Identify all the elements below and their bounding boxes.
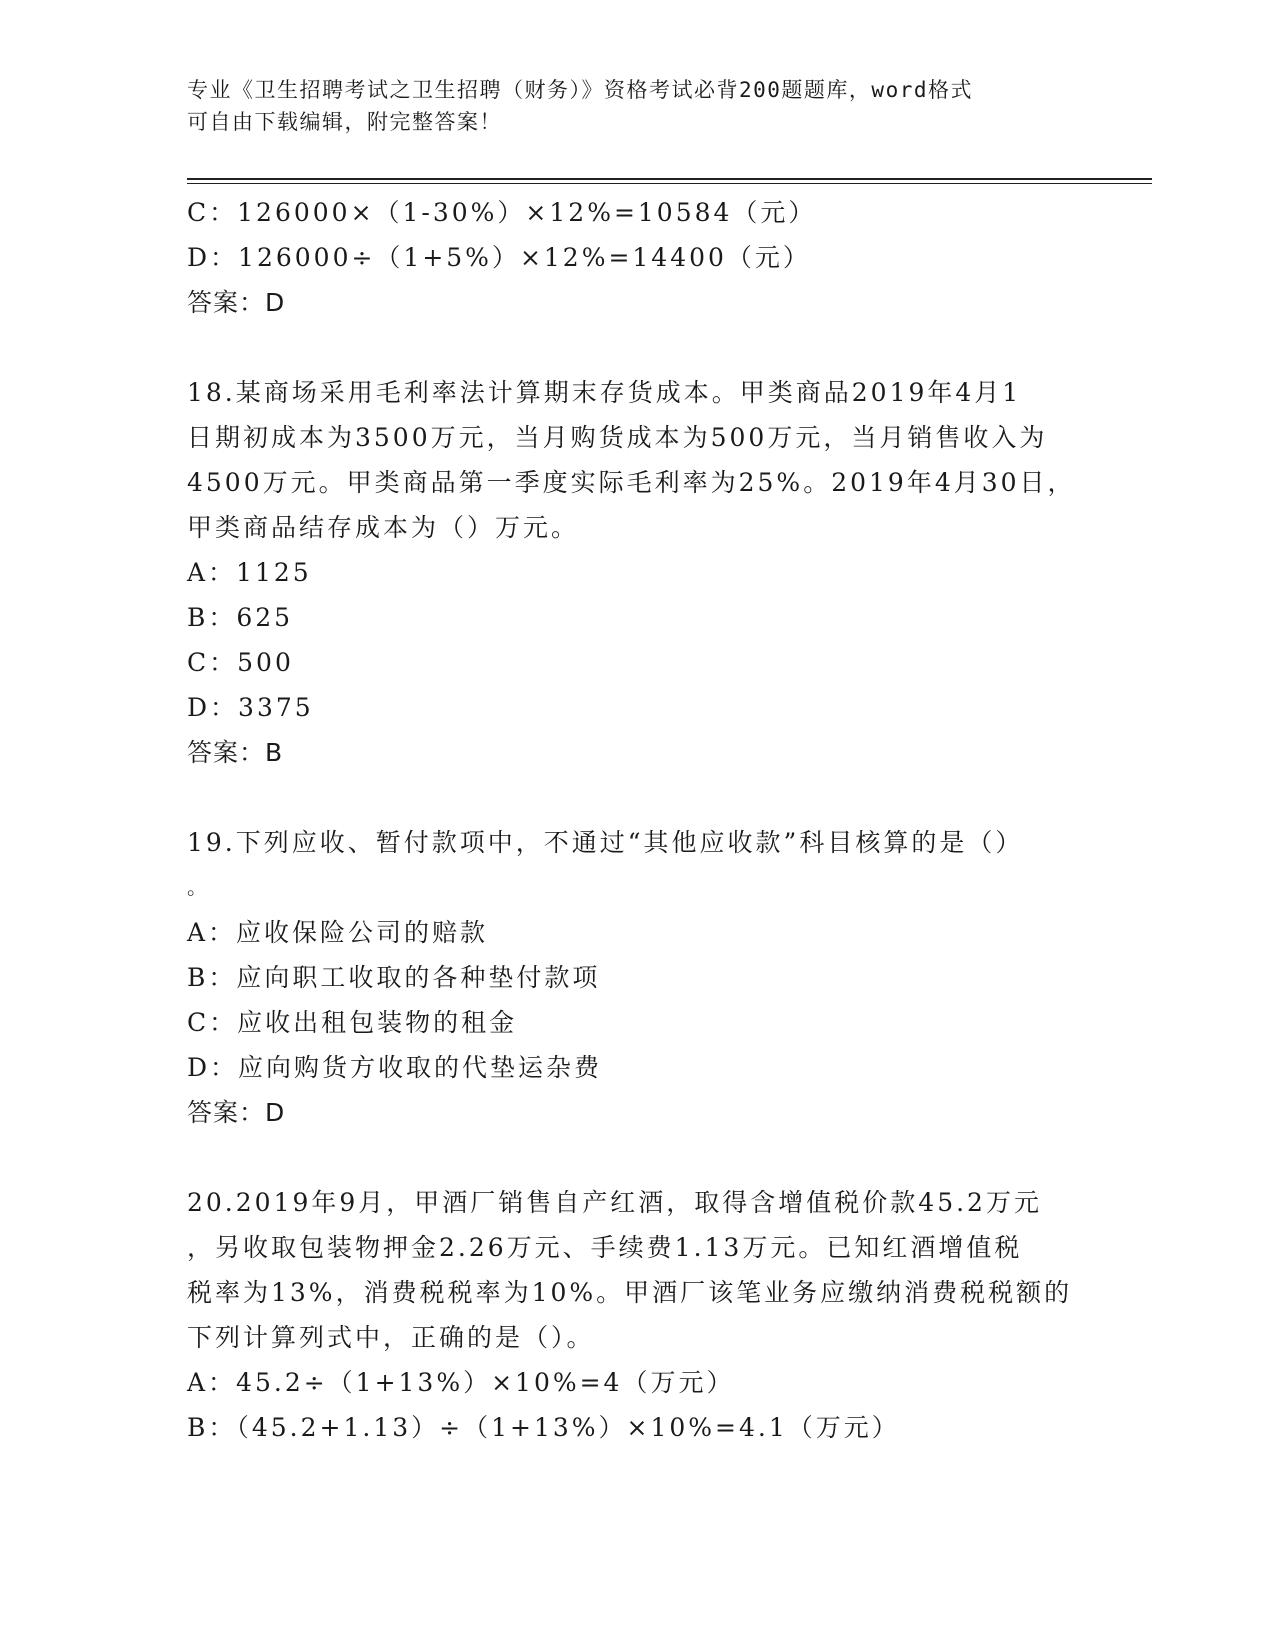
q20-option-b: B：（45.2+1.13）÷（1+13%）×10%=4.1（万元）	[187, 1413, 900, 1442]
document-body	[187, 190, 1076, 1450]
q18-stem-line-1: 18.某商场采用毛利率法计算期末存货成本。甲类商品2019年4月1	[187, 378, 1022, 407]
document-header	[187, 74, 1067, 138]
q19-option-d: D：应向购货方收取的代垫运杂费	[187, 1053, 603, 1082]
q20-stem-line-2: ，另收取包装物押金2.26万元、手续费1.13万元。已知红酒增值税	[187, 1233, 1023, 1262]
header-line-1: 专业《卫生招聘考试之卫生招聘（财务）》资格考试必背200题题库，word格式	[187, 78, 973, 102]
header-rule-thick	[187, 178, 1152, 180]
q19-option-a: A：应收保险公司的赔款	[187, 918, 489, 947]
q18-stem-line-3: 4500万元。甲类商品第一季度实际毛利率为25%。2019年4月30日，	[187, 468, 1076, 497]
header-line-2: 可自由下载编辑，附完整答案！	[187, 110, 502, 134]
q20-stem-line-3: 税率为13%，消费税税率为10%。甲酒厂该笔业务应缴纳消费税税额的	[187, 1278, 1073, 1307]
q17-answer: 答案：D	[187, 288, 286, 317]
spacer	[187, 325, 1067, 370]
header-rule-thin	[187, 183, 1152, 184]
spacer	[187, 1135, 1067, 1180]
question-19	[187, 820, 1067, 1135]
spacer	[187, 775, 1067, 820]
question-20	[187, 1180, 1073, 1450]
q17-option-d: D：126000÷（1+5%）×12%=14400（元）	[187, 243, 811, 272]
q18-stem-line-4: 甲类商品结存成本为（）万元。	[187, 513, 580, 542]
q18-stem-line-2: 日期初成本为3500万元，当月购货成本为500万元，当月销售收入为	[187, 423, 1048, 452]
q17-option-c: C：126000×（1-30%）×12%=10584（元）	[187, 198, 817, 227]
q20-option-a: A：45.2÷（1+13%）×10%=4（万元）	[187, 1368, 735, 1397]
question-18	[187, 370, 1076, 775]
q20-stem-line-4: 下列计算列式中，正确的是（）。	[187, 1323, 595, 1352]
q18-option-a: A：1125	[187, 558, 312, 587]
question-17	[187, 190, 1067, 325]
q19-stem-line-2: 。	[187, 875, 210, 899]
q18-answer: 答案：B	[187, 738, 284, 767]
q19-option-c: C：应收出租包装物的租金	[187, 1008, 518, 1037]
q18-option-c: C：500	[187, 648, 294, 677]
q19-answer: 答案：D	[187, 1098, 286, 1127]
q19-option-b: B：应向职工收取的各种垫付款项	[187, 963, 601, 992]
q19-stem-line-1: 19.下列应收、暂付款项中，不通过“其他应收款”科目核算的是（）	[187, 828, 1024, 857]
q18-option-b: B：625	[187, 603, 294, 632]
q18-option-d: D：3375	[187, 693, 314, 722]
q20-stem-line-1: 20.2019年9月，甲酒厂销售自产红酒，取得含增值税价款45.2万元	[187, 1188, 1042, 1217]
